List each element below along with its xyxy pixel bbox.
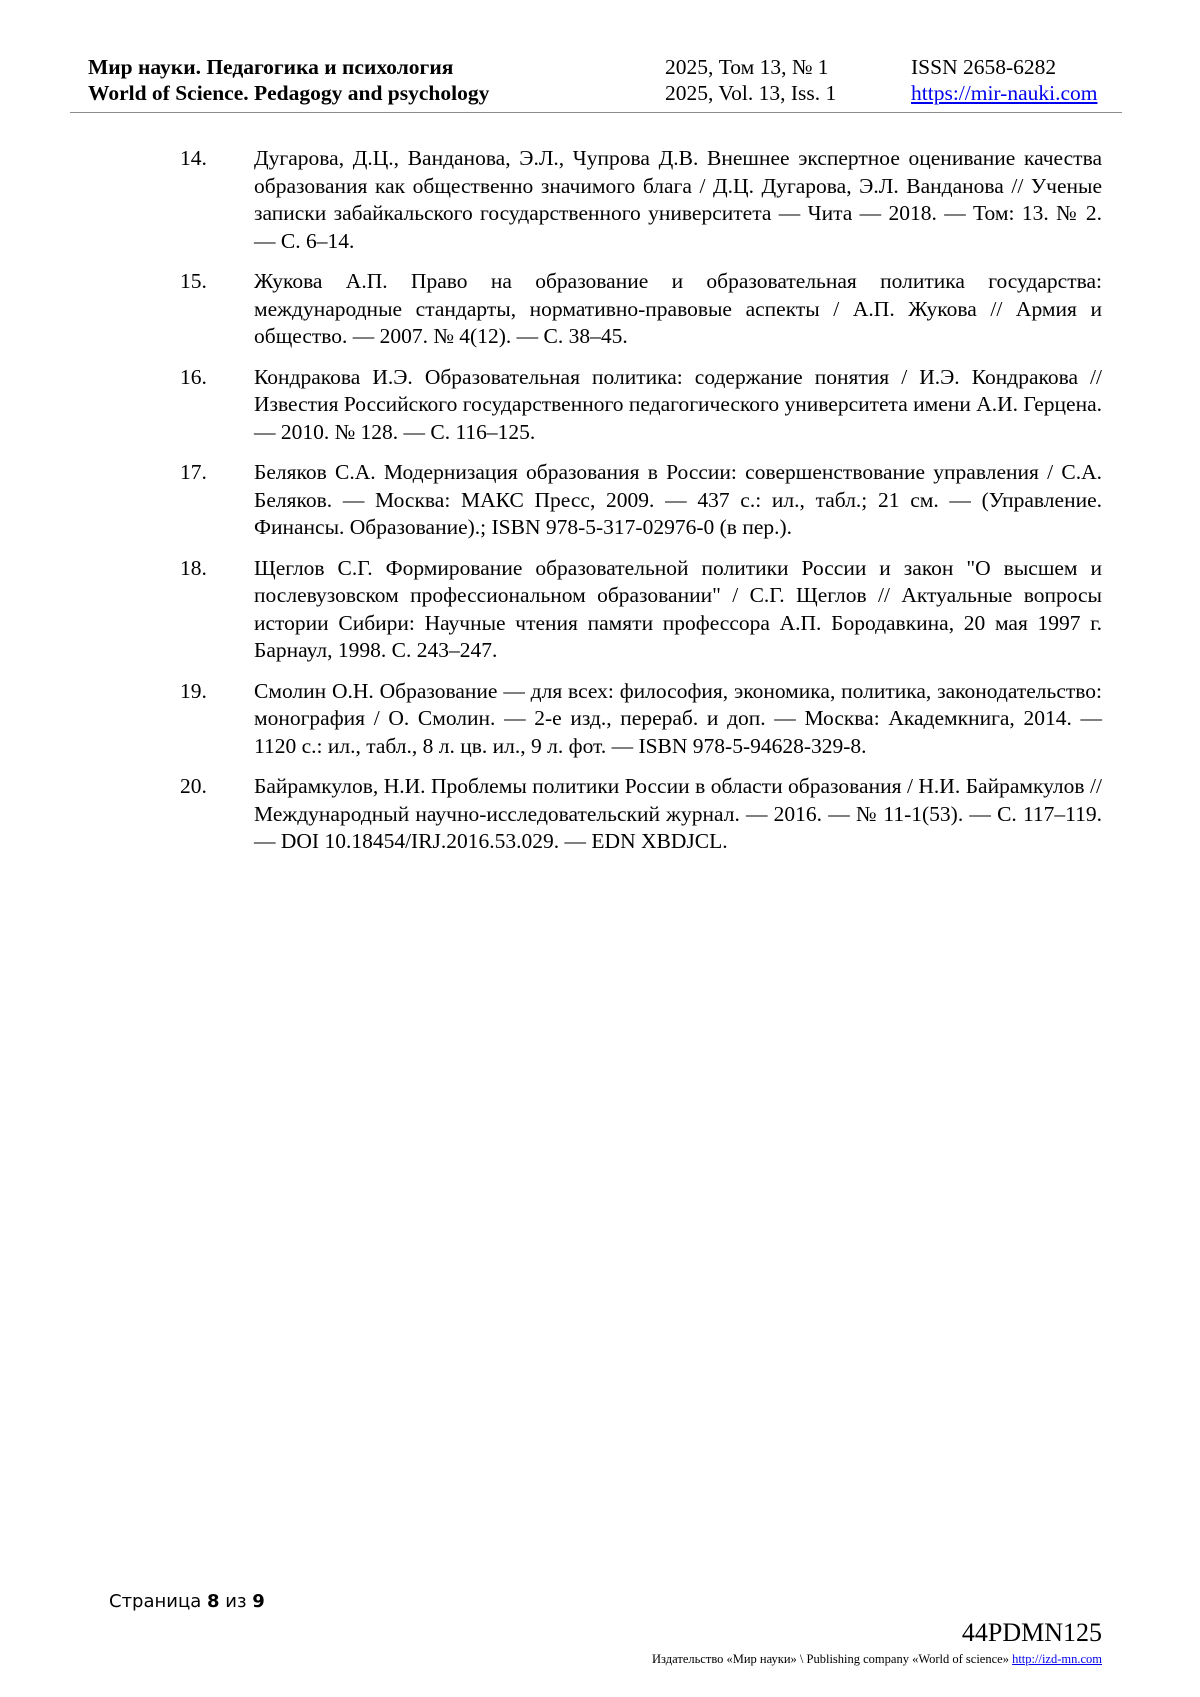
page-of: из: [225, 1591, 247, 1612]
reference-text: Кондракова И.Э. Образовательная политика: содержание понятия / И.Э. Кондракова // Известия Российского государственного педагогического университета имени А.И. Герцена. — 2010. № 128. — С. 116–125.: [254, 364, 1102, 444]
publisher-text: Издательство «Мир науки» \ Publishing company «World of science»: [652, 1652, 1009, 1666]
reference-number: 14.: [180, 146, 207, 170]
header-row-english: [88, 80, 1118, 106]
page-counter: [109, 1590, 265, 1614]
reference-number: 17.: [180, 460, 207, 484]
reference-number: 15.: [180, 269, 207, 293]
reference-item: [180, 459, 1102, 542]
page-current: 8: [207, 1591, 220, 1612]
reference-item: [180, 268, 1102, 351]
page-total: 9: [252, 1591, 265, 1612]
reference-text: Дугарова, Д.Ц., Ванданова, Э.Л., Чупрова Д.В. Внешнее экспертное оценивание качества образования как общественно значимого блага / Д.Ц. Дугарова, Э.Л. Ванданова // Ученые записки забайкальского государственного университета — Чита — 2018. — Том: 13. № 2. — С. 6–14.: [254, 146, 1102, 253]
reference-number: 16.: [180, 364, 207, 389]
reference-number: 19.: [180, 678, 207, 703]
reference-list: [180, 145, 1102, 869]
reference-item: [180, 773, 1102, 856]
publisher-url-link[interactable]: http://izd-mn.com: [1012, 1652, 1102, 1666]
reference-text: Жукова А.П. Право на образование и образовательная политика государства: международные стандарты, нормативно-правовые аспекты / А.П. Жукова // Армия и общество. — 2007. № 4(12). — С. 38–45.: [254, 269, 1102, 348]
reference-item: [180, 364, 1102, 447]
header-row-russian: [88, 54, 1118, 80]
journal-url-link[interactable]: https://mir-nauki.com: [911, 81, 1098, 105]
issn: ISSN 2658-6282: [911, 55, 1057, 79]
journal-header: [70, 52, 1122, 113]
journal-title-ru: Мир науки. Педагогика и психология: [88, 55, 454, 79]
reference-text: Смолин О.Н. Образование — для всех: философия, экономика, политика, законодательство: монография / О. Смолин. — 2-е изд., перераб. и доп. — Москва: Академкнига, 2014. — 1120 с.: ил., табл., 8 л. цв. ил., 9 л. фот. — ISBN 978-5-94628-329-8.: [254, 678, 1102, 758]
reference-number: 20.: [180, 774, 207, 798]
issue-info-en: 2025, Vol. 13, Iss. 1: [665, 81, 837, 105]
reference-item: [180, 145, 1102, 255]
reference-text: Щеглов С.Г. Формирование образовательной политики России и закон "О высшем и послевузовском профессиональном образовании" / С.Г. Щеглов // Актуальные вопросы истории Сибири: Научные чтения памяти профессора А.П. Бородавкина, 20 мая 1997 г. Барнаул, 1998. С. 243–247.: [254, 555, 1102, 662]
publisher-line: [300, 1651, 1102, 1667]
issue-info-ru: 2025, Том 13, № 1: [665, 55, 829, 79]
reference-item: [180, 555, 1102, 665]
journal-title-en: World of Science. Pedagogy and psychology: [88, 81, 490, 105]
reference-number: 18.: [180, 555, 207, 580]
reference-text: Байрамкулов, Н.И. Проблемы политики России в области образования / Н.И. Байрамкулов // Международный научно-исследовательский журнал. — 2016. — № 11-1(53). — С. 117–119. — DOI 10.18454/IRJ.2016.53.029. — EDN XBDJCL.: [254, 774, 1102, 853]
reference-text: Беляков С.А. Модернизация образования в России: совершенствование управления / С.А. Беляков. — Москва: МАКС Пресс, 2009. — 437 с.: ил., табл.; 21 см. — (Управление. Финансы. Образование).; ISBN 978-5-317-02976-0 (в пер.).: [254, 460, 1102, 539]
reference-item: [180, 678, 1102, 761]
article-code: 44PDMN125: [961, 1618, 1102, 1647]
page-label: Страница: [109, 1591, 202, 1612]
